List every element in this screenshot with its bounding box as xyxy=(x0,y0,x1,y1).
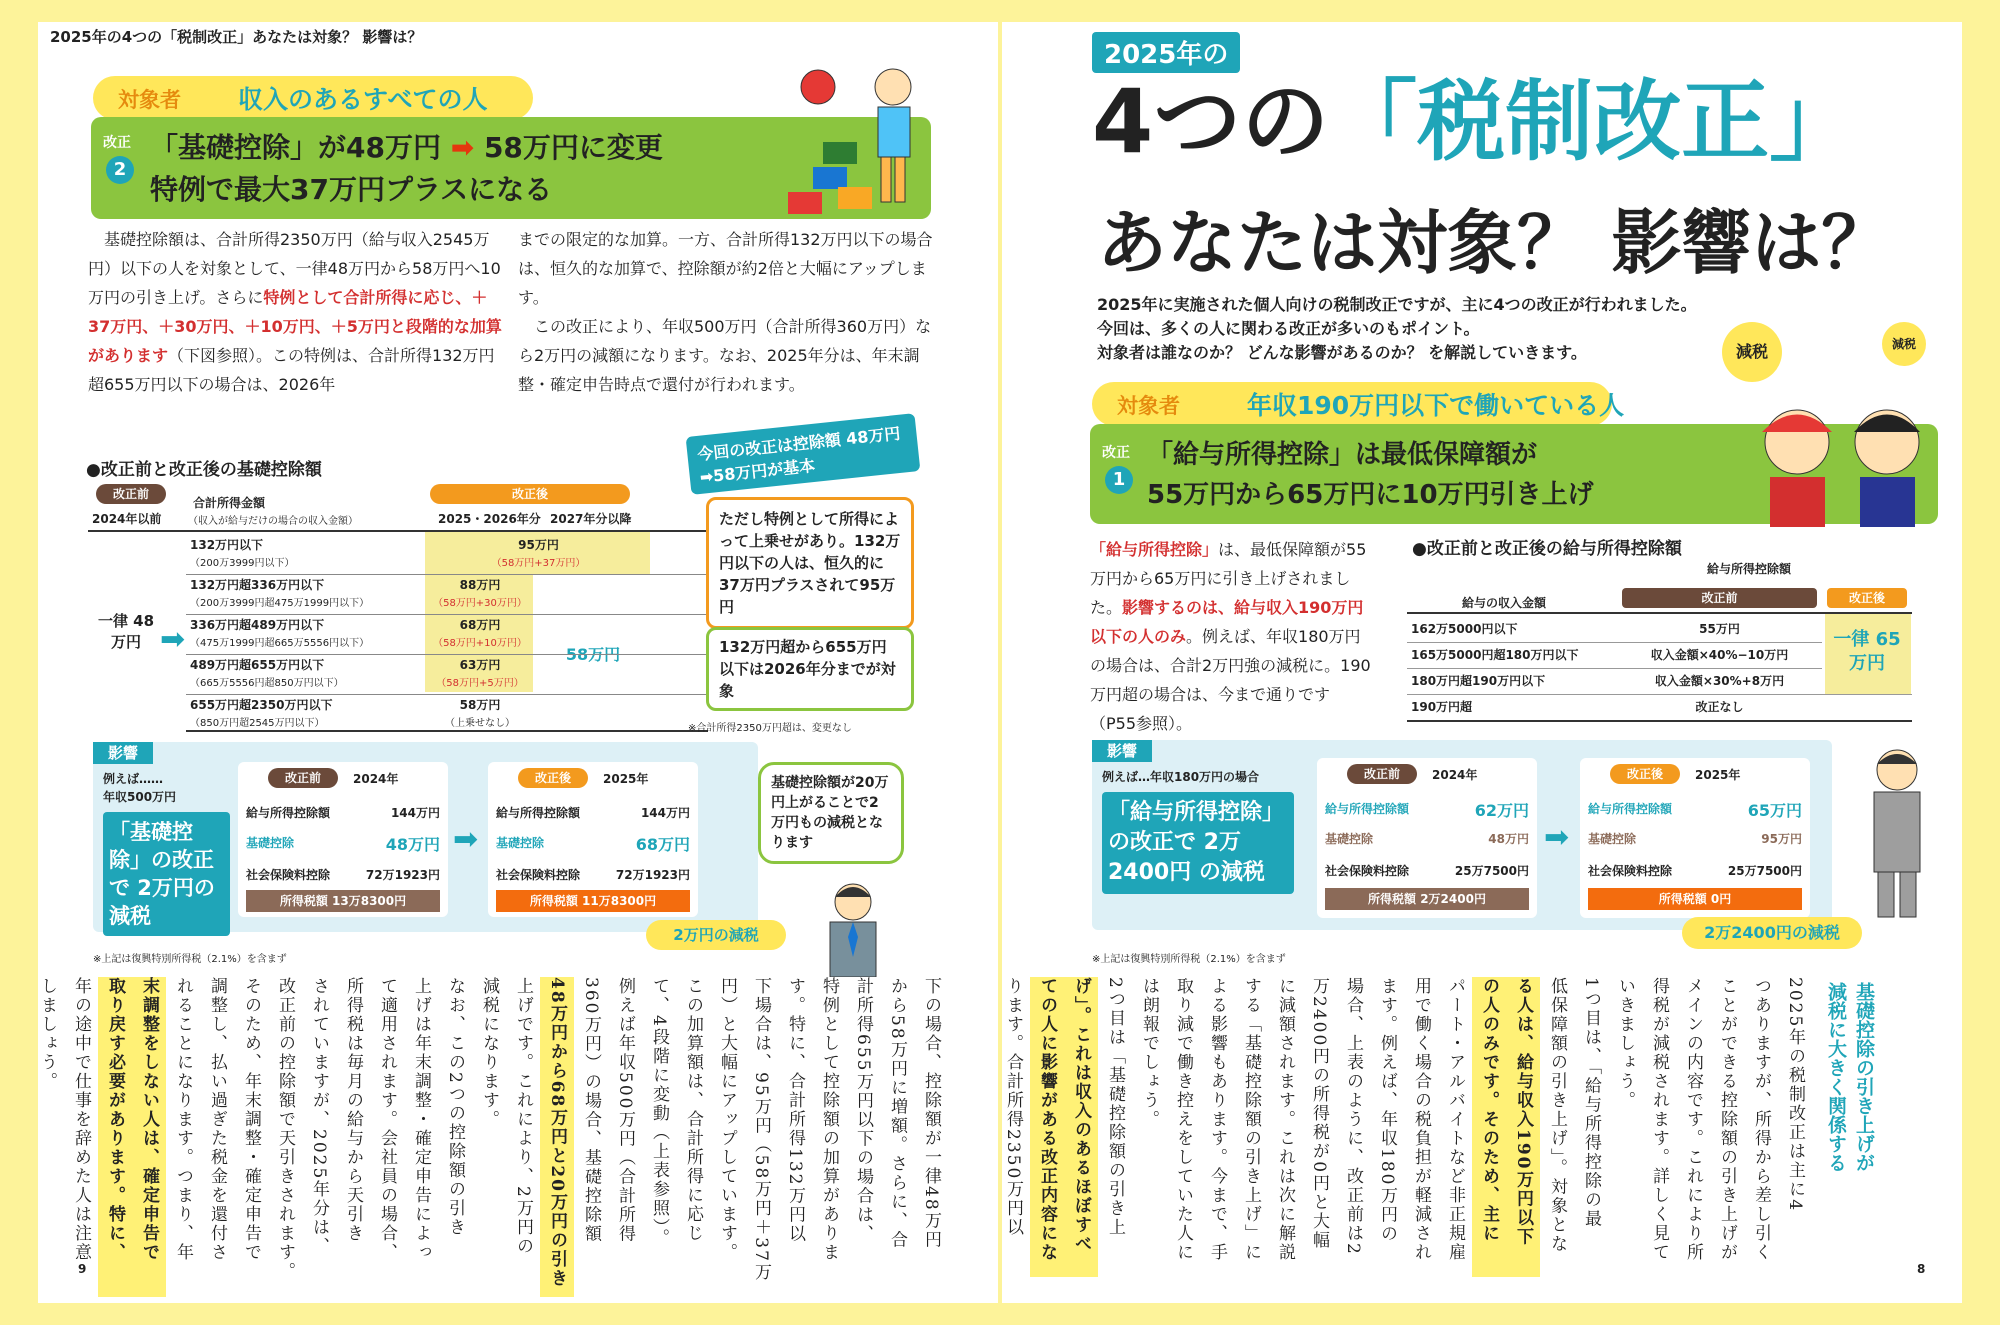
row-value: 63万円 xyxy=(459,658,501,672)
after-tax: 所得税額 11万8300円 xyxy=(496,890,690,912)
left-para1-tail: （下図参照）。この特例は、合計所得132万円超655万円以下の場合は、2026年 xyxy=(88,346,495,394)
after-tag-r: 改正後 xyxy=(1610,764,1680,784)
businessman-illustration xyxy=(808,877,898,977)
right-table-title: ●改正前と改正後の給与所得控除額 xyxy=(1412,539,1682,559)
after-value: 一律 65万円 xyxy=(1833,629,1901,674)
vt-line: 場合、上表のように、改正前は2 xyxy=(1343,977,1363,1256)
vt-line: ことができる控除額の引き上げが xyxy=(1717,977,1737,1262)
vt-line: メインの内容です。これにより所 xyxy=(1683,977,1703,1262)
ak1: 基礎控除 xyxy=(1588,832,1637,846)
before-year: 2024年 xyxy=(353,772,399,786)
after-k1: 基礎控除 xyxy=(496,836,545,850)
before-tax-r: 所得税額 2万2400円 xyxy=(1325,888,1529,910)
th-after: 改正後 xyxy=(430,484,630,504)
speech-bubble: 基礎控除額が20万円上がることで2万円もの減税となります xyxy=(758,762,904,864)
left-para1-red: 特例として合計所得に応じ、＋37万円、＋30万円、＋10万円、＋5万円と段階的な加算があります xyxy=(88,288,502,365)
r-before: 55万円 xyxy=(1699,622,1740,636)
av2: 25万7500円 xyxy=(1727,864,1802,878)
th-after-y1: 2025・2026年分 xyxy=(438,512,541,526)
after-tag: 改正後 xyxy=(518,768,588,788)
vt-line-highlight: る人は、給与収入190万円以下 xyxy=(1506,977,1540,1277)
vt-line: この加算額は、合計所得に応じ xyxy=(683,977,703,1243)
left-para2: までの限定的な加算。一方、合計所得132万円以下の場合は、恒久的な加算で、控除額が約2倍と大幅にアップします。 xyxy=(518,230,933,307)
left-para1: 基礎控除額は、合計所得2350万円（給与収入2545万円）以下の人を対象として、一律48万円から58万円へ10万円の引き上げ。さらに xyxy=(88,230,501,307)
vt-line-highlight: の人のみです。そのため、主に xyxy=(1472,977,1506,1277)
vh-line1: 基礎控除の引き上げが xyxy=(1853,982,1875,1172)
right-para xyxy=(1090,535,1375,738)
vt-line: する「基礎控除額の引き上げ」に xyxy=(1241,977,1261,1262)
before-year-r: 2024年 xyxy=(1432,768,1478,782)
r-income: 162万5000円以下 xyxy=(1411,622,1518,636)
reform-line2-left: 特例で最大37万円プラスになる xyxy=(150,173,553,206)
vt-line: 改正前の控除額で天引きされます。 xyxy=(275,977,295,1281)
reform-line2-right: 55万円から65万円に10万円引き上げ xyxy=(1147,480,1594,510)
r-row-3 xyxy=(1407,668,1912,695)
before-tag: 改正前 xyxy=(268,768,338,788)
vt-line: そのため、年末調整・確定申告で xyxy=(241,977,261,1262)
reform-line1-right: 「給与所得控除」は最低保障額が xyxy=(1147,440,1538,470)
col-2027-value: 58万円 xyxy=(565,645,621,664)
savings-pill-left: 2万円の減税 xyxy=(646,920,786,950)
row-income-sub: （200万3999円以下） xyxy=(190,558,295,569)
page-number-left: 9 xyxy=(78,1262,87,1276)
arrow-right-icon: ➡ xyxy=(160,622,186,657)
r-row-1 xyxy=(1407,616,1822,643)
before-tax: 所得税額 13万8300円 xyxy=(246,890,440,912)
left-para-col2 xyxy=(518,225,938,399)
note-bubble-special: ただし特例として所得によって上乗せがあり。132万円以下の人は、恒久的に37万円プラスされて95万円 xyxy=(706,497,914,629)
vt-line: れることになります。つまり、年 xyxy=(173,977,193,1262)
after-k0: 給与所得控除額 xyxy=(496,806,581,820)
bk2: 社会保険料控除 xyxy=(1325,864,1410,878)
example-label: 例えば…… xyxy=(103,772,164,786)
vt-line: 例えば年収500万円（合計所得 xyxy=(615,977,635,1244)
th-income-sub: （収入が給与だけの場合の収入金額） xyxy=(188,516,358,527)
after-v1: 68万円 xyxy=(635,835,690,854)
ak2: 社会保険料控除 xyxy=(1588,864,1673,878)
vt-line: つありますが、所得から差し引く xyxy=(1751,977,1771,1262)
lead-2: 今回は、多くの人に関わる改正が多いのもポイント。 xyxy=(1097,319,1480,338)
r-before: 収入金額×30%+8万円 xyxy=(1654,674,1785,688)
bk1: 基礎控除 xyxy=(1325,832,1374,846)
r-row-4 xyxy=(1407,694,1912,722)
vt-line: なお、この2つの控除額の引き xyxy=(445,977,465,1237)
table-note-left: ※合計所得2350万円超は、変更なし xyxy=(688,723,852,734)
bv2: 25万7500円 xyxy=(1454,864,1529,878)
vt-line: 調整し、払い過ぎた税金を還付さ xyxy=(207,977,227,1262)
year-tag: 2025年の xyxy=(1092,32,1240,73)
vt-line: 用で働く場合の税負担が軽減され xyxy=(1411,977,1431,1262)
right-para-red2: 影響するのは、給与収入190万円以下の人のみ xyxy=(1090,598,1364,646)
row-income: 489万円超655万円以下 xyxy=(190,658,325,672)
businessman-thumb-illustration xyxy=(1852,740,1942,920)
row-income-sub: （850万円超2545万円以下） xyxy=(190,718,325,729)
row-value-sub: （58万円+37万円） xyxy=(491,558,586,569)
footnote-left: ※上記は復興特別所得税（2.1%）を含まず xyxy=(93,954,287,965)
av0: 65万円 xyxy=(1747,801,1802,820)
r-income: 180万円超190万円以下 xyxy=(1411,674,1546,688)
arrow-icon: ➡ xyxy=(450,131,475,164)
main-title xyxy=(1092,72,1857,172)
target-text-left: 収入のあるすべての人 xyxy=(238,85,488,114)
vt-line: 減税になります。 xyxy=(479,977,499,1129)
before-k2: 社会保険料控除 xyxy=(246,868,331,882)
lead-3: 対象者は誰なのか？ どんな影響があるのか？ を解説していきます。 xyxy=(1097,343,1587,362)
impact-box-left xyxy=(93,742,758,932)
after-v2: 72万1923円 xyxy=(615,868,690,882)
th-amount: 給与所得控除額 xyxy=(1707,562,1792,576)
left-para-col1 xyxy=(88,225,508,399)
before-v2: 72万1923円 xyxy=(365,868,440,882)
vh-line2: 減税に大きく関係する xyxy=(1825,982,1847,1172)
right-para1: は、最低保障額が55万円から65万円に引き上げされました。 xyxy=(1090,540,1367,617)
th-income: 合計所得金額 xyxy=(193,496,266,510)
vt-line-highlight: 48万円から68万円と20万円の引き xyxy=(540,977,574,1297)
before-k0: 給与所得控除額 xyxy=(246,806,331,820)
row-income-sub: （665万5556円超850万円以下） xyxy=(190,678,344,689)
reform-num-right: 1 xyxy=(1105,466,1133,494)
row-5 xyxy=(186,694,708,732)
r-income: 165万5000円超180万円以下 xyxy=(1411,648,1579,662)
bv0: 62万円 xyxy=(1474,801,1529,820)
row-3 xyxy=(186,614,708,655)
arrow-right-icon: ➡ xyxy=(1544,820,1570,855)
callout-basic-change: 今回の改正は控除額 48万円➡58万円が基本 xyxy=(686,413,921,495)
th-before-year: 2024年以前 xyxy=(92,512,162,526)
vt-line: 万2400円の所得税が0円と大幅 xyxy=(1309,977,1329,1251)
left-table-title: ●改正前と改正後の基礎控除額 xyxy=(86,460,322,480)
impact-text-box: 「基礎控除」の改正で 2万円の 減税 xyxy=(103,812,230,936)
vertical-heading xyxy=(1822,982,1878,1262)
bv1: 48万円 xyxy=(1488,832,1529,846)
vt-line: 上げは年末調整・確定申告によっ xyxy=(411,977,431,1262)
vt-line: 下場合は、95万円（58万円＋37万 xyxy=(751,977,771,1282)
target-text-right: 年収190万円以下で働いている人 xyxy=(1247,391,1625,420)
row-income: 336万円超489万円以下 xyxy=(190,618,325,632)
lead-1: 2025年に実施された個人向けの税制改正ですが、主に4つの改正が行われました。 xyxy=(1097,295,1697,314)
footnote-right: ※上記は復興特別所得税（2.1%）を含まず xyxy=(1092,954,1286,965)
r-row-2 xyxy=(1407,642,1822,669)
impact-label-r: 影響 xyxy=(1092,740,1152,762)
vt-line: しましょう。 xyxy=(37,977,57,1091)
reform-label-left: 改正 xyxy=(103,135,131,151)
vt-line: パート・アルバイトなど非正規雇 xyxy=(1445,977,1465,1262)
reform-line1b: 58万円に変更 xyxy=(483,131,663,164)
left-deduction-table xyxy=(88,482,708,730)
vt-line: 2025年の税制改正は主に4 xyxy=(1785,977,1805,1213)
main-subtitle: あなたは対象？ 影響は？ xyxy=(1097,202,1892,284)
after-k2: 社会保険料控除 xyxy=(496,868,581,882)
row-value: 68万円 xyxy=(459,618,501,632)
target-label-right: 対象者 xyxy=(1117,394,1180,418)
note-bubble-period: 132万円超から655万円以下は2026年分までが対象 xyxy=(706,627,914,711)
vt-line: 計所得655万円以下の場合は、 xyxy=(853,977,873,1244)
flat-48-label: 一律 48万円 xyxy=(97,612,155,651)
vt-line: されていますが、2025年分は、 xyxy=(309,977,329,1257)
impact-text-box-r: 「給与所得控除」の改正で 2万2400円 の減税 xyxy=(1102,792,1294,894)
right-page xyxy=(1002,22,1962,1303)
vt-line: 2つ目は「基礎控除額の引き上 xyxy=(1105,977,1125,1237)
example-value: 年収500万円 xyxy=(103,790,177,804)
th-after-r: 改正後 xyxy=(1827,588,1907,608)
right-para-red1: 「給与所得控除」 xyxy=(1090,540,1219,559)
th-income-r: 給与の収入金額 xyxy=(1462,596,1547,610)
vt-line: 得税が減税されます。詳しく見て xyxy=(1649,977,1669,1262)
vt-line: いきましょう。 xyxy=(1615,977,1635,1110)
row-2 xyxy=(186,574,708,615)
row-value-sub: （58万円+30万円） xyxy=(433,598,527,609)
right-vertical-body xyxy=(1003,977,1812,1277)
row-value-sub: （上乗せなし） xyxy=(445,718,515,729)
left-page xyxy=(38,22,998,1303)
row-value: 58万円 xyxy=(459,698,501,712)
row-value-sub: （58万円+10万円） xyxy=(433,638,527,649)
before-card-r xyxy=(1317,758,1537,918)
vt-line-highlight: 取り戻す必要があります。特に、 xyxy=(98,977,132,1297)
th-before: 改正前 xyxy=(96,484,166,504)
vt-line: 取り減で働き控えをしていた人に xyxy=(1173,977,1193,1262)
vt-line: 特例として控除額の加算がありま xyxy=(819,977,839,1262)
vt-line: 所得税は毎月の給与から天引き xyxy=(343,977,363,1243)
page-number-right: 8 xyxy=(1917,1262,1926,1276)
ak0: 給与所得控除額 xyxy=(1588,802,1673,816)
before-card xyxy=(238,762,448,917)
running-head: 2025年の4つの「税制改正」あなたは対象？ 影響は？ xyxy=(50,28,423,46)
r-income: 190万円超 xyxy=(1411,700,1473,714)
butterfly-tax-cut-1: 減税 xyxy=(1722,322,1782,382)
vt-line: に減額されます。これは次に解説 xyxy=(1275,977,1295,1262)
vt-line: 1つ目は、「給与所得控除の最 xyxy=(1581,977,1601,1229)
impact-label: 影響 xyxy=(93,742,153,764)
bk0: 給与所得控除額 xyxy=(1325,802,1410,816)
row-value: 88万円 xyxy=(459,578,501,592)
left-para3: この改正により、年収500万円（合計所得360万円）なら2万円の減額になります。なお、2025年分は、年末調整・確定申告時点で還付が行われます。 xyxy=(518,317,932,394)
before-k1: 基礎控除 xyxy=(246,836,295,850)
reform-label-right: 改正 xyxy=(1102,445,1130,461)
row-1 xyxy=(186,534,708,575)
impact-box-right xyxy=(1092,740,1832,930)
after-card xyxy=(488,762,698,917)
vt-line: から58万円に増額。さらに、合 xyxy=(887,977,907,1250)
right-para2: 。例えば、年収180万円の場合は、合計2万円強の減税に。190万円超の場合は、今まで通りです（P55参照）。 xyxy=(1090,627,1371,733)
reform-line1a: 「基礎控除」が48万円 xyxy=(150,131,441,164)
vt-line: す。特に、合計所得132万円以 xyxy=(785,977,805,1244)
before-v1: 48万円 xyxy=(385,835,440,854)
after-tax-r: 所得税額 0円 xyxy=(1588,888,1802,910)
person-carrying-tax-blocks-illustration xyxy=(783,47,933,222)
row-income: 655万円超2350万円以下 xyxy=(190,698,333,712)
example-r: 例えば…年収180万円の場合 xyxy=(1102,770,1260,784)
vt-line: 年の途中で仕事を辞めた人は注意 xyxy=(71,977,91,1262)
title-a: 4つの xyxy=(1092,70,1330,173)
reform-line1-left xyxy=(150,126,663,166)
vt-line-highlight: 末調整をしない人は、確定申告で xyxy=(132,977,166,1297)
butterfly-tax-cut-2: 減税 xyxy=(1882,322,1926,366)
left-vertical-body xyxy=(37,977,948,1297)
vt-line: 下の場合、控除額が一律48万円 xyxy=(921,977,941,1250)
vt-line: ります。合計所得2350万円以 xyxy=(1003,977,1023,1238)
after-card-r xyxy=(1580,758,1810,918)
two-workers-illustration xyxy=(1742,367,1942,527)
row-income-sub: （475万1999円超665万5556円以下） xyxy=(190,638,370,649)
arrow-right-icon: ➡ xyxy=(453,822,479,857)
row-income: 132万円以下 xyxy=(190,538,264,552)
r-before: 収入金額×40%−10万円 xyxy=(1650,648,1789,662)
th-before-r: 改正前 xyxy=(1622,588,1817,608)
r-before: 改正なし xyxy=(1695,700,1744,714)
before-tag-r: 改正前 xyxy=(1347,764,1417,784)
vt-line: は朗報でしょう。 xyxy=(1139,977,1159,1129)
vt-line: 円）と大幅にアップしています。 xyxy=(717,977,737,1262)
vt-line: て適用されます。会社員の場合、 xyxy=(377,977,397,1262)
vt-line: て、4段階に変動（上表参照）。 xyxy=(649,977,669,1248)
row-4 xyxy=(186,654,708,695)
row-value-sub: （58万円+5万円） xyxy=(436,678,524,689)
right-deduction-table xyxy=(1407,560,1912,725)
vt-line: 360万円）の場合、基礎控除額 xyxy=(581,977,601,1244)
row-income: 132万円超336万円以下 xyxy=(190,578,325,592)
vt-line: 上げです。これにより、2万円の xyxy=(513,977,533,1256)
target-label-left: 対象者 xyxy=(118,88,181,112)
after-v0: 144万円 xyxy=(640,806,690,820)
savings-pill-right: 2万2400円の減税 xyxy=(1682,917,1862,949)
av1: 95万円 xyxy=(1761,832,1802,846)
vt-line-highlight: げ」。これは収入のあるほぼすべ xyxy=(1064,977,1098,1277)
vt-line-highlight: ての人に影響がある改正内容にな xyxy=(1030,977,1064,1277)
after-year-r: 2025年 xyxy=(1695,768,1741,782)
reform-num-left: 2 xyxy=(106,156,134,184)
after-year: 2025年 xyxy=(603,772,649,786)
vt-line: よる影響もあります。今まで、手 xyxy=(1207,977,1227,1262)
vt-line: ます。例えば、年収180万円の xyxy=(1377,977,1397,1244)
vt-line: 低保障額の引き上げ」。対象とな xyxy=(1547,977,1567,1254)
before-v0: 144万円 xyxy=(390,806,440,820)
row-value: 95万円 xyxy=(518,538,559,552)
row-income-sub: （200万3999円超475万1999円以下） xyxy=(190,598,370,609)
title-b: 「税制改正」 xyxy=(1329,70,1858,173)
th-after-y2: 2027年分以降 xyxy=(550,512,632,526)
